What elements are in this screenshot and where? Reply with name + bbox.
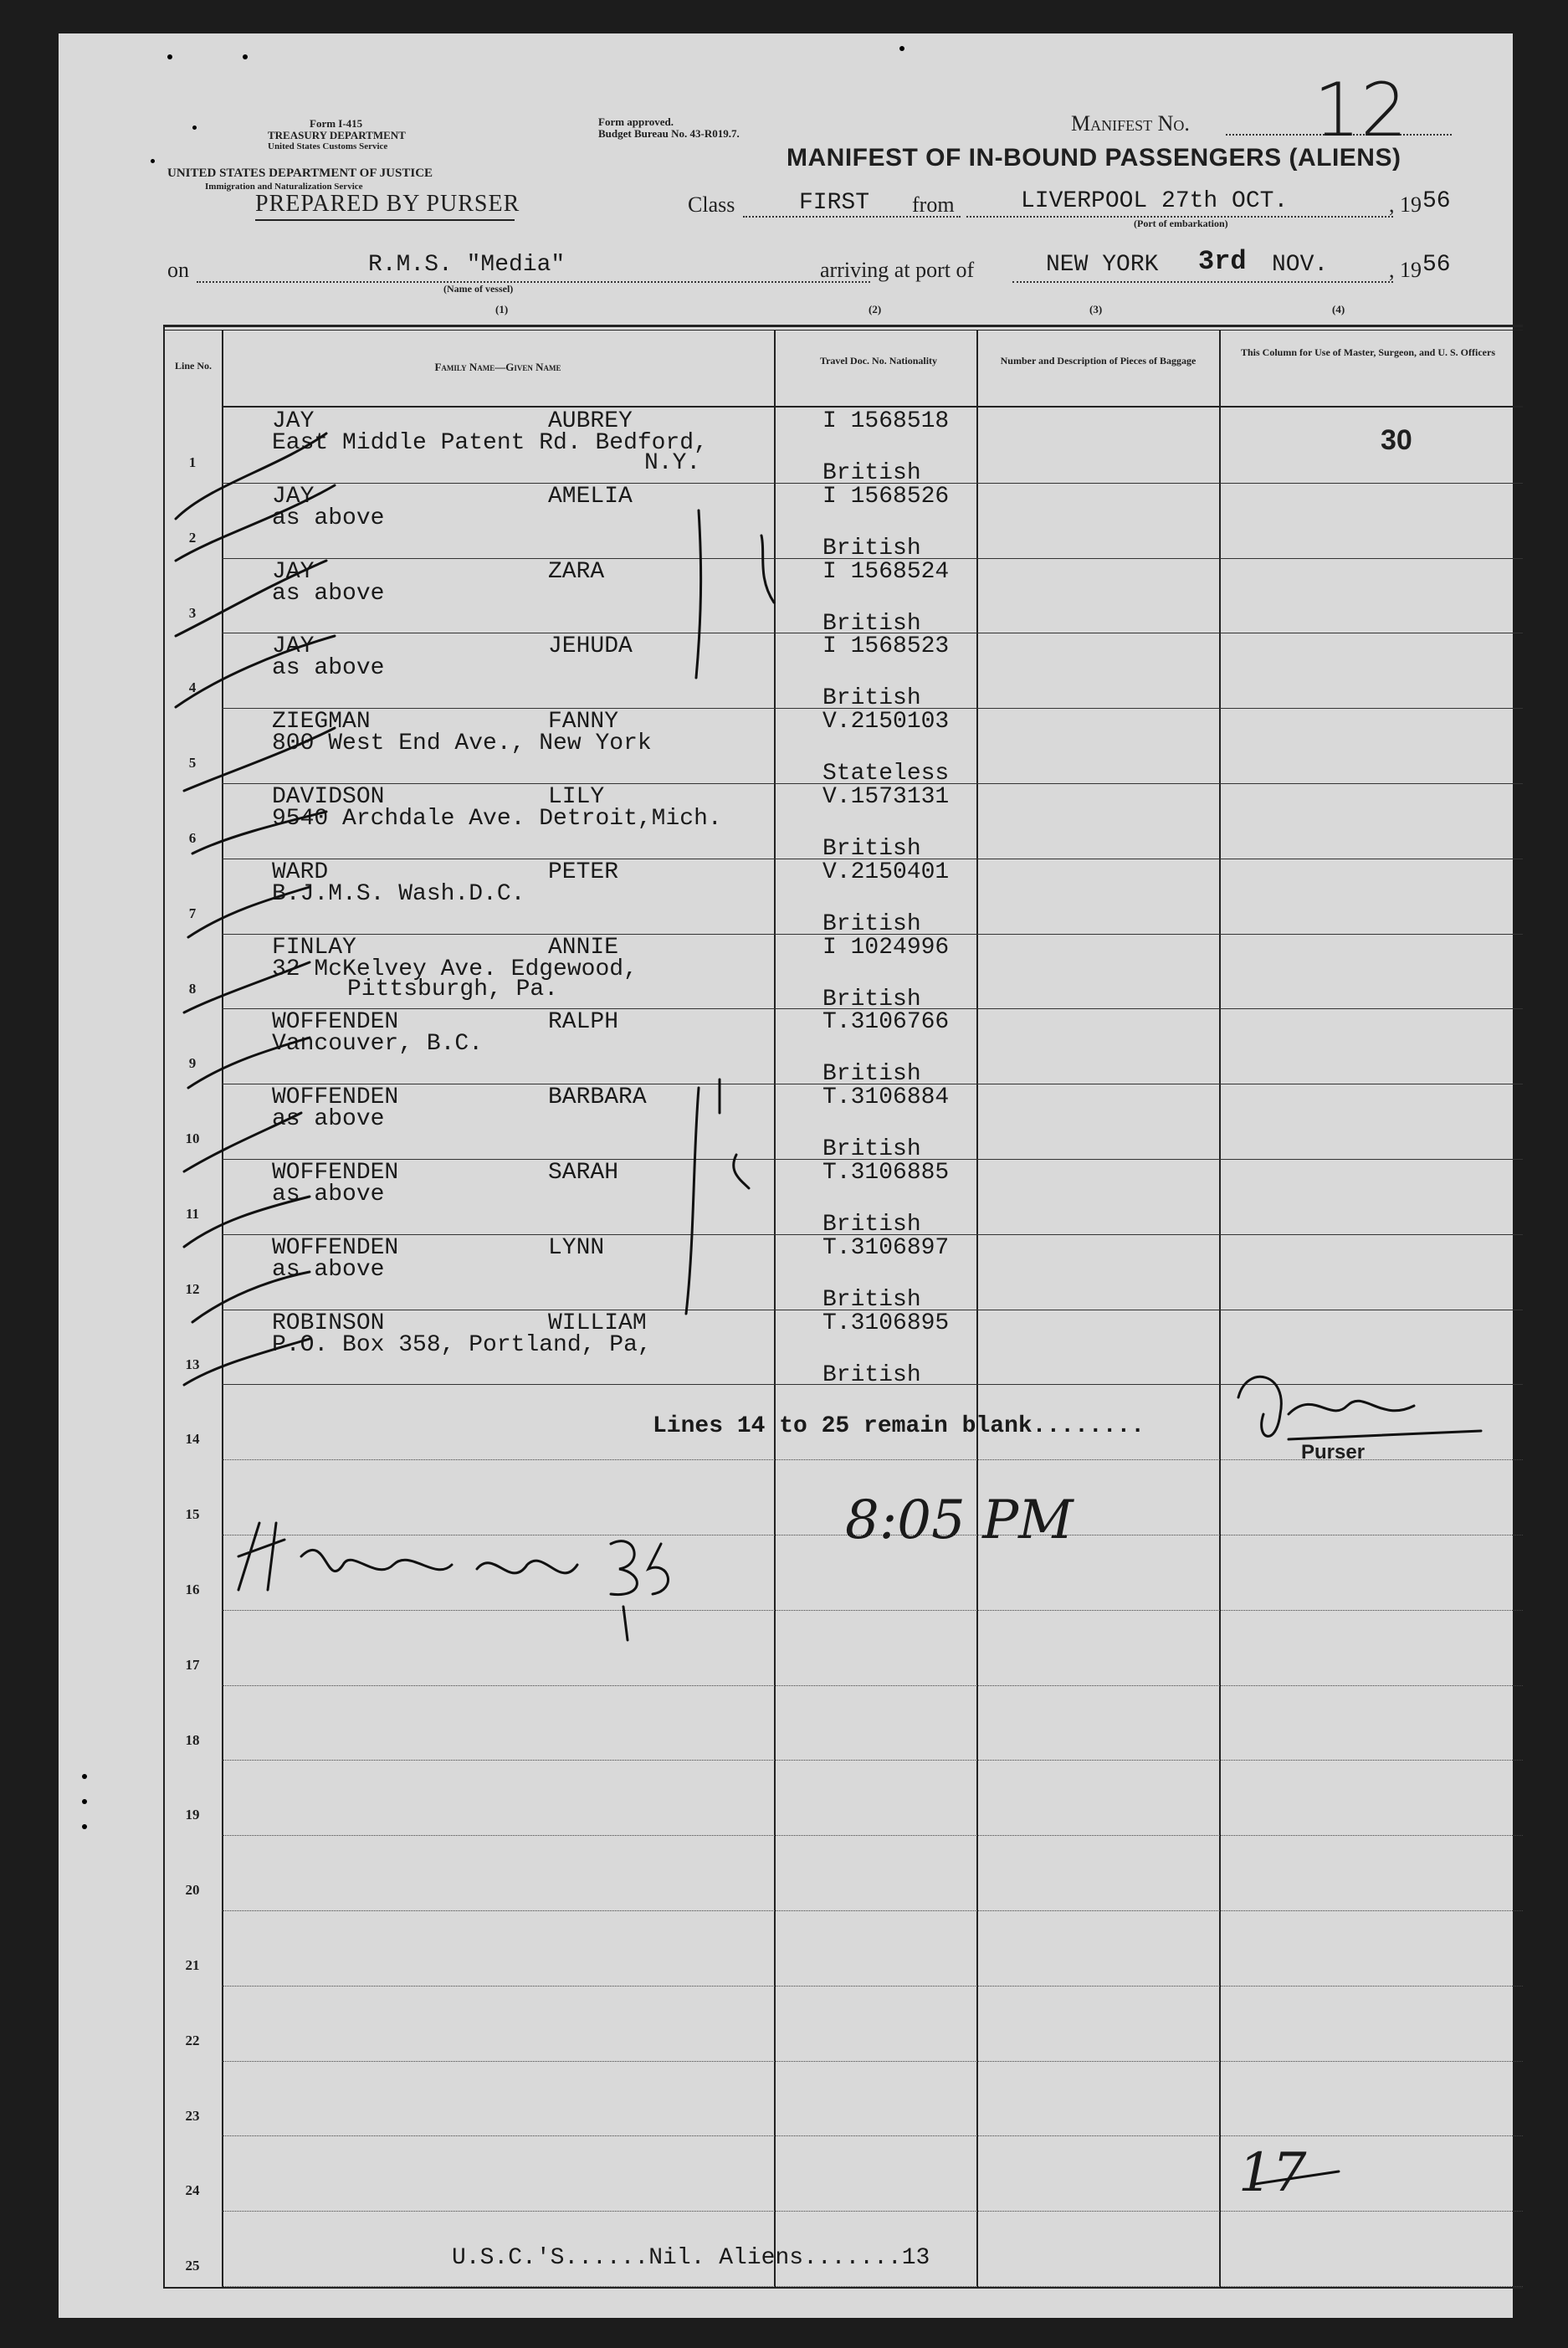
- form-number: Form I-415: [310, 117, 363, 130]
- address-line-2: N.Y.: [644, 450, 701, 476]
- prepared-by-stamp: PREPARED BY PURSER: [255, 191, 520, 217]
- from-label: from: [912, 192, 955, 217]
- vessel-name: R.M.S. "Media": [368, 252, 566, 278]
- address-line-2: Pittsburgh, Pa.: [347, 976, 559, 1002]
- line-number: 7: [188, 905, 197, 921]
- given-name: LYNN: [548, 1234, 605, 1261]
- ins-service: Immigration and Naturalization Service: [205, 182, 363, 192]
- family-name: JAY: [272, 633, 315, 660]
- nationality: British: [822, 986, 921, 1013]
- arriving-label: arriving at port of: [820, 258, 975, 282]
- nationality: British: [822, 1286, 921, 1313]
- travel-doc-number: I 1568524: [822, 558, 950, 585]
- manifest-no-label: Manifest No.: [1071, 111, 1190, 136]
- line-number: 23: [185, 2107, 200, 2124]
- nationality: British: [822, 910, 921, 937]
- line-number: 12: [185, 1280, 200, 1297]
- given-name: ZARA: [548, 558, 605, 585]
- family-name: WOFFENDEN: [272, 1009, 399, 1036]
- address-line-1: as above: [272, 580, 385, 607]
- year-value: 56: [1422, 188, 1451, 214]
- travel-doc-number: T.3106885: [822, 1160, 950, 1186]
- nationality: British: [822, 1061, 921, 1088]
- family-name: JAY: [272, 483, 315, 510]
- header-travel-doc: Travel Doc. No. Nationality: [819, 355, 938, 367]
- given-name: WILLIAM: [548, 1310, 647, 1336]
- family-name: WOFFENDEN: [272, 1084, 399, 1111]
- on-label: on: [167, 258, 189, 282]
- family-name: ROBINSON: [272, 1310, 385, 1336]
- travel-doc-number: V.1573131: [822, 784, 950, 810]
- line-number: 13: [185, 1356, 200, 1372]
- scan-dot: [899, 46, 904, 51]
- line-number: 22: [185, 2032, 200, 2048]
- header-officers: This Column for Use of Master, Surgeon, and U. S. Officers: [1240, 346, 1495, 358]
- line-number: 20: [185, 1882, 200, 1899]
- manifest-title: MANIFEST OF IN-BOUND PASSENGERS (ALIENS): [787, 144, 1401, 172]
- nationality: British: [822, 836, 921, 862]
- scan-dot: [243, 54, 248, 59]
- given-name: FANNY: [548, 709, 619, 736]
- family-name: WARD: [272, 859, 329, 885]
- line-number: 3: [188, 604, 197, 621]
- form-approved: Form approved.: [598, 115, 674, 128]
- scan-dot: [167, 54, 172, 59]
- line-number: 14: [185, 1431, 200, 1448]
- header-name: Family Name—Given Name: [434, 361, 561, 373]
- year-prefix: , 19: [1389, 192, 1422, 217]
- travel-doc-number: I 1024996: [822, 934, 950, 961]
- travel-doc-number: V.2150103: [822, 709, 950, 736]
- treasury-dept: TREASURY DEPARTMENT: [268, 129, 406, 141]
- line-number: 18: [185, 1731, 200, 1748]
- col-num-4: (4): [1332, 303, 1345, 315]
- address-line-1: Vancouver, B.C.: [272, 1031, 484, 1058]
- given-name: JEHUDA: [548, 633, 633, 660]
- arrival-port: NEW YORK: [1046, 252, 1159, 278]
- purser-label: Purser: [1301, 1441, 1366, 1464]
- from-value: LIVERPOOL 27th OCT.: [1021, 188, 1289, 214]
- family-name: FINLAY: [272, 934, 356, 961]
- class-label: Class: [688, 192, 735, 217]
- line-number: 4: [188, 679, 197, 696]
- col-num-1: (1): [495, 303, 509, 315]
- address-line-1: 9540 Archdale Ave. Detroit,Mich.: [272, 806, 722, 832]
- address-line-1: as above: [272, 1256, 385, 1283]
- given-name: AMELIA: [548, 483, 633, 510]
- scan-dot: [192, 126, 197, 130]
- line-number: 19: [185, 1807, 200, 1823]
- arrival-year-prefix: , 19: [1389, 258, 1422, 282]
- line-number: 16: [185, 1582, 200, 1597]
- travel-doc-number: I 1568523: [822, 633, 950, 660]
- line-number: 1: [188, 454, 197, 470]
- address-line-1: as above: [272, 1106, 385, 1133]
- line-number: 24: [185, 2182, 200, 2199]
- line-number: 8: [188, 980, 197, 997]
- address-line-1: as above: [272, 1182, 385, 1207]
- arrival-day: 3rd: [1198, 246, 1247, 277]
- family-name: WOFFENDEN: [272, 1234, 399, 1261]
- address-line-1: 32 McKelvey Ave. Edgewood,: [272, 956, 638, 982]
- line-number: 11: [185, 1206, 200, 1222]
- justice-dept: UNITED STATES DEPARTMENT OF JUSTICE: [167, 167, 433, 180]
- travel-doc-number: I 1568518: [822, 408, 950, 434]
- class-value: FIRST: [799, 190, 870, 216]
- col-num-3: (3): [1089, 303, 1103, 315]
- family-name: ZIEGMAN: [272, 709, 371, 736]
- line-number: 17: [185, 1656, 200, 1673]
- address-line-1: as above: [272, 505, 385, 531]
- nationality: British: [822, 1212, 921, 1238]
- handwritten-time: 8:05 PM: [845, 1489, 1074, 1551]
- line-number: 21: [185, 1957, 200, 1973]
- port-embark-note: (Port of embarkation): [1134, 218, 1228, 229]
- line-number: 6: [188, 830, 197, 846]
- given-name: SARAH: [548, 1160, 619, 1186]
- line-number: 15: [185, 1506, 200, 1523]
- address-line-1: East Middle Patent Rd. Bedford,: [272, 430, 708, 456]
- given-name: BARBARA: [548, 1084, 647, 1111]
- col-num-2: (2): [869, 303, 882, 315]
- address-line-1: 800 West End Ave., New York: [272, 731, 652, 757]
- scan-dot: [151, 159, 155, 163]
- customs-service: United States Customs Service: [268, 141, 388, 151]
- arrival-month: NOV.: [1272, 252, 1329, 278]
- travel-doc-number: I 1568526: [822, 483, 950, 510]
- travel-doc-number: T.3106766: [822, 1009, 950, 1036]
- line-number: 2: [188, 529, 197, 546]
- line-number: 9: [188, 1055, 197, 1072]
- given-name: AUBREY: [548, 408, 633, 434]
- scan-dot: [82, 1824, 87, 1829]
- nationality: British: [822, 1361, 921, 1388]
- line-number: 10: [185, 1130, 200, 1147]
- nationality: British: [822, 535, 921, 561]
- given-name: LILY: [548, 784, 605, 810]
- line-number: 25: [185, 2258, 200, 2274]
- family-name: WOFFENDEN: [272, 1160, 399, 1186]
- family-name: JAY: [272, 408, 315, 434]
- nationality: British: [822, 610, 921, 637]
- manifest-no-handwritten: 12: [1314, 67, 1407, 153]
- travel-doc-number: T.3106897: [822, 1234, 950, 1261]
- given-name: ANNIE: [548, 934, 619, 961]
- given-name: PETER: [548, 859, 619, 885]
- travel-doc-number: T.3106884: [822, 1084, 950, 1111]
- vessel-note: (Name of vessel): [443, 283, 514, 295]
- nationality: British: [822, 1136, 921, 1163]
- manifest-sheet: [59, 33, 1513, 2318]
- nationality: British: [822, 460, 921, 486]
- nationality: British: [822, 685, 921, 712]
- family-name: JAY: [272, 558, 315, 585]
- line-number: 5: [188, 755, 197, 772]
- handwritten-17: 17: [1238, 2142, 1307, 2204]
- budget-bureau: Budget Bureau No. 43-R019.7.: [598, 127, 740, 140]
- blank-lines-note: Lines 14 to 25 remain blank........: [653, 1413, 1145, 1439]
- nationality: Stateless: [822, 761, 950, 787]
- usc-aliens-line: U.S.C.'S......Nil. Aliens.......13: [452, 2245, 930, 2271]
- arrival-year-value: 56: [1422, 252, 1451, 278]
- family-name: DAVIDSON: [272, 784, 385, 810]
- header-baggage: Number and Description of Pieces of Baggage: [1000, 355, 1196, 367]
- travel-doc-number: V.2150401: [822, 859, 950, 885]
- scan-dot: [82, 1774, 87, 1779]
- travel-doc-number: T.3106895: [822, 1310, 950, 1336]
- header-line-no: Line No.: [174, 360, 212, 372]
- address-line-1: B.J.M.S. Wash.D.C.: [272, 880, 525, 907]
- given-name: RALPH: [548, 1009, 619, 1036]
- officer-note: 30: [1381, 424, 1412, 456]
- scan-dot: [82, 1799, 87, 1804]
- address-line-1: P.O. Box 358, Portland, Pa,: [272, 1331, 652, 1358]
- handwriting-marks: [59, 33, 1513, 2318]
- address-line-1: as above: [272, 655, 385, 682]
